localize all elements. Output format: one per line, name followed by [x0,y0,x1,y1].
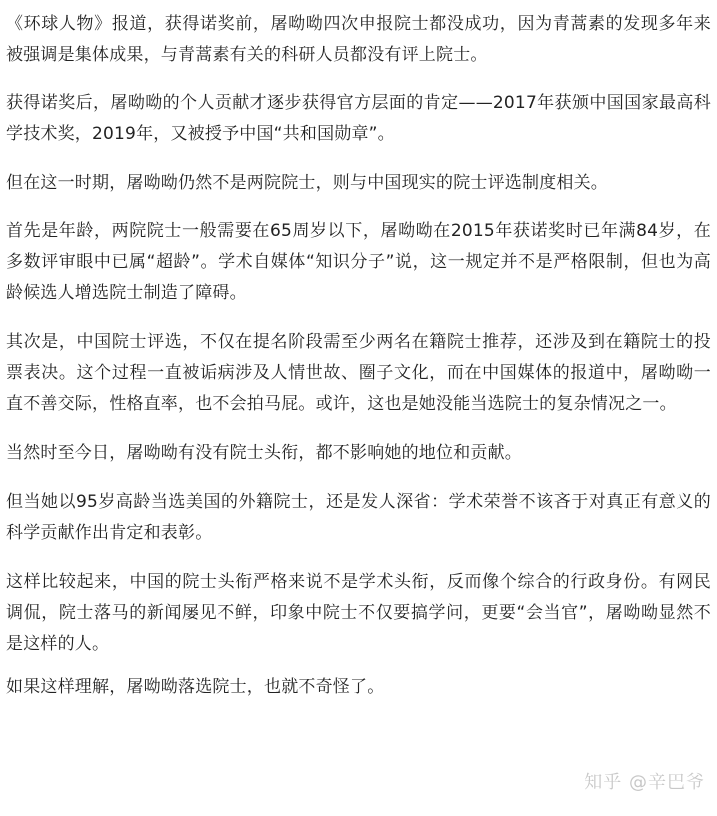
article-paragraph: 这样比较起来，中国的院士头衔严格来说不是学术头衔，反而像个综合的行政身份。有网民调侃，院士落马的新闻屡见不鲜，印象中院士不仅要搞学问，更要“会当官”，屠呦呦显然不是这样的人。 [6,572,711,654]
article-paragraph: 《环球人物》报道，获得诺奖前，屠呦呦四次申报院士都没成功，因为青蒿素的发现多年来被强调是集体成果，与青蒿素有关的科研人员都没有评上院士。 [6,14,711,65]
article-body [6,0,711,703]
article-paragraph: 当然时至今日，屠呦呦有没有院士头衔，都不影响她的地位和贡献。 [6,443,522,463]
article-paragraph: 首先是年龄，两院院士一般需要在65周岁以下，屠呦呦在2015年获诺奖时已年满84岁，在多数评审眼中已属“超龄”。学术自媒体“知识分子”说，这一规定并不是严格限制，但也为高龄候选人增选院士制造了障碍。 [6,221,711,303]
article-paragraph: 但当她以95岁高龄当选美国的外籍院士，还是发人深省：学术荣誉不该吝于对真正有意义的科学贡献作出肯定和表彰。 [6,492,711,543]
article-paragraph: 如果这样理解，屠呦呦落选院士，也就不奇怪了。 [6,677,385,697]
article-paragraph: 获得诺奖后，屠呦呦的个人贡献才逐步获得官方层面的肯定——2017年获颁中国国家最高科学技术奖，2019年，又被授予中国“共和国勋章”。 [6,93,711,144]
article-paragraph: 但在这一时期，屠呦呦仍然不是两院院士，则与中国现实的院士评选制度相关。 [6,173,608,193]
article-paragraph: 其次是，中国院士评选，不仅在提名阶段需至少两名在籍院士推荐，还涉及到在籍院士的投票表决。这个过程一直被诟病涉及人情世故、圈子文化，而在中国媒体的报道中，屠呦呦一直不善交际，性格直率，也不会拍马屁。或许，这也是她没能当选院士的复杂情况之一。 [6,332,711,414]
zhihu-watermark: 知乎 @辛巴爷 [584,772,705,793]
